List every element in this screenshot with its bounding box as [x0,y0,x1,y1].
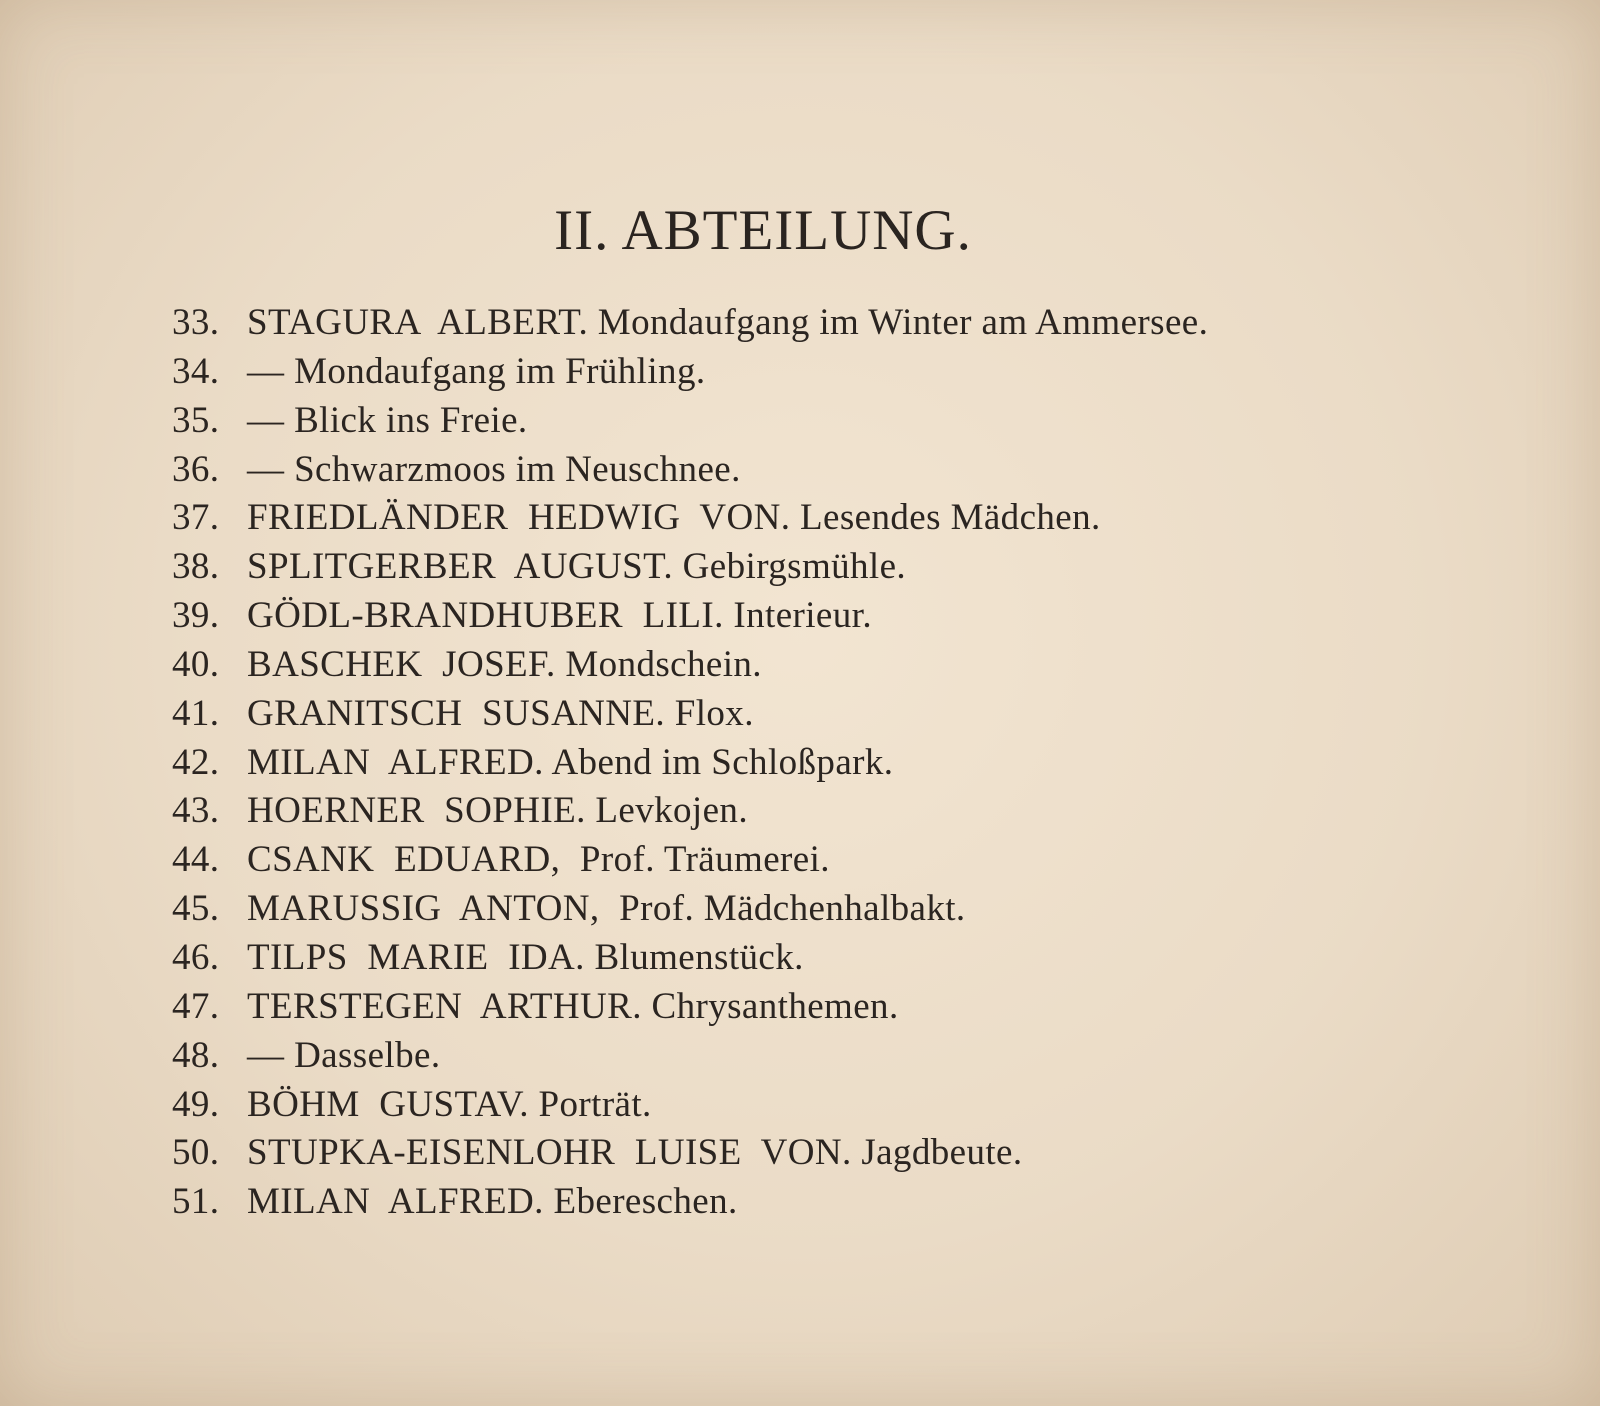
catalog-entry [172,592,1208,641]
entry-artist: HOERNER SOPHIE. [247,790,586,832]
entry-artist: GRANITSCH SUSANNE. [247,692,666,734]
entry-number: 44. [172,839,220,881]
catalog-entry [172,446,1208,495]
catalog-entry [172,690,1208,739]
entry-work-title: Abend im Schloßpark. [551,741,894,783]
entry-work-title: Levkojen. [595,790,748,832]
entry-artist: MARUSSIG ANTON, Prof. [247,888,695,930]
entry-number: 43. [172,790,220,832]
entry-artist: — [247,448,285,490]
catalog-entry [172,641,1208,690]
catalog-entry [172,397,1208,446]
entry-artist: — [247,1034,285,1076]
entry-work-title: Mondschein. [565,643,762,685]
entry-artist: — [247,399,285,441]
catalog-entry [172,348,1208,397]
entry-work-title: Flox. [674,692,754,734]
entry-work-title: Porträt. [538,1083,652,1125]
entry-number: 35. [172,399,220,441]
entry-artist: — [247,350,285,392]
entry-number: 40. [172,643,220,685]
entry-number: 42. [172,741,220,783]
entry-number: 36. [172,448,220,490]
catalog-entry [172,1178,1208,1227]
entry-number: 41. [172,692,220,734]
entry-artist: STUPKA-EISENLOHR LUISE VON. [247,1132,852,1174]
catalog-entry [172,885,1208,934]
catalog-entry [172,299,1208,348]
entry-artist: CSANK EDUARD, Prof. [247,839,655,881]
entry-number: 46. [172,936,220,978]
entry-artist: STAGURA ALBERT. [247,302,589,343]
entry-work-title: Mädchenhalbakt. [703,888,966,930]
entry-artist: FRIEDLÄNDER HEDWIG VON. [247,497,791,539]
catalog-entry [172,1129,1208,1178]
entry-work-title: Träumerei. [663,839,830,881]
catalog-entry [172,836,1208,885]
entry-work-title: Schwarzmoos im Neuschnee. [294,448,741,490]
entry-number: 48. [172,1034,220,1076]
entry-work-title: Blick ins Freie. [294,399,528,441]
entry-work-title: Lesendes Mädchen. [800,497,1101,539]
catalog-entry [172,739,1208,788]
entry-number: 37. [172,497,220,539]
catalog-entry [172,543,1208,592]
entry-artist: GÖDL-BRANDHUBER LILI. [247,595,724,637]
entry-artist: MILAN ALFRED. [247,1181,544,1223]
entry-artist: BÖHM GUSTAV. [247,1083,529,1125]
entry-work-title: Jagdbeute. [861,1132,1023,1174]
entry-artist: TILPS MARIE IDA. [247,936,585,978]
entry-work-title: Gebirgsmühle. [682,546,907,588]
entry-number: 50. [172,1132,220,1174]
entry-number: 51. [172,1181,220,1223]
entry-work-title: Mondaufgang im Winter am Ammersee. [597,302,1209,343]
entry-work-title: Interieur. [733,595,872,637]
catalog-entry [172,934,1208,983]
entry-work-title: Blumenstück. [594,936,804,978]
entry-work-title: Chrysanthemen. [651,985,899,1027]
entry-work-title: Ebereschen. [553,1181,738,1223]
entry-artist: BASCHEK JOSEF. [247,643,556,685]
entry-number: 45. [172,888,220,930]
entry-number: 47. [172,985,220,1027]
entry-number: 33. [172,302,220,343]
catalog-entry [172,1032,1208,1081]
catalog-entry [172,494,1208,543]
entry-number: 34. [172,350,220,392]
catalog-entry [172,1081,1208,1130]
entry-work-title: Mondaufgang im Frühling. [294,350,706,392]
entry-artist: TERSTEGEN ARTHUR. [247,985,642,1027]
entry-number: 39. [172,595,220,637]
section-heading: II. ABTEILUNG. [554,199,972,262]
catalog-entry [172,787,1208,836]
entry-number: 49. [172,1083,220,1125]
entry-artist: SPLITGERBER AUGUST. [247,546,674,588]
catalog-entry-list [172,299,1208,1227]
catalog-entry [172,983,1208,1032]
entry-number: 38. [172,546,220,588]
entry-artist: MILAN ALFRED. [247,741,544,783]
entry-work-title: Dasselbe. [294,1034,441,1076]
